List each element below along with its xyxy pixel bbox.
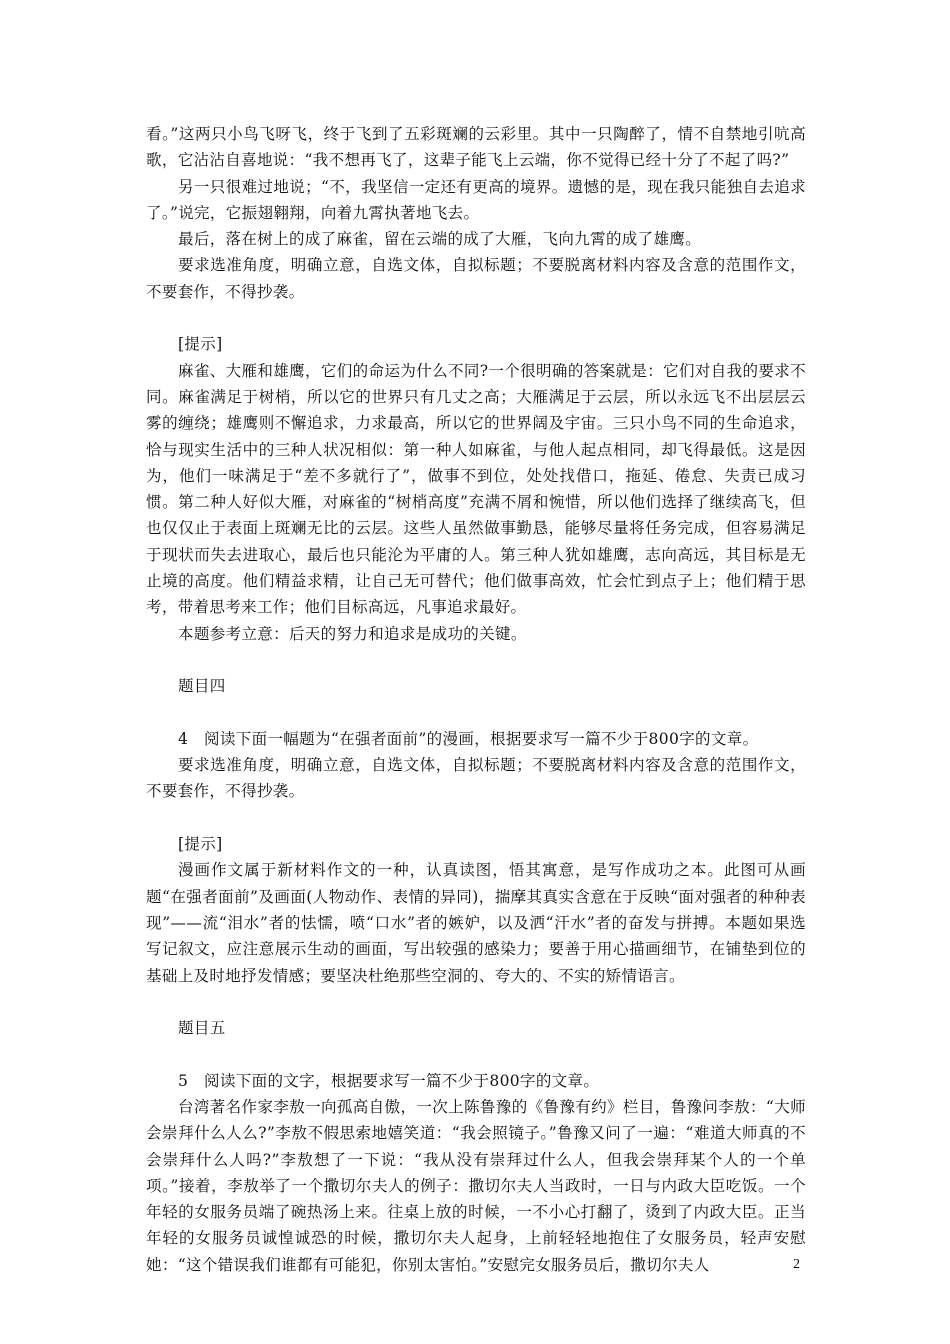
paragraph-requirements: 要求选准角度，明确立意，自选文体，自拟标题；不要脱离材料内容及含意的范围作文，不要套作，不得抄袭。 xyxy=(146,256,806,301)
section-heading-topic-four: 题目四 xyxy=(178,677,226,696)
paragraph-topic-five-prompt: 5 阅读下面的文字，根据要求写一篇不少于800字的文章。 xyxy=(178,1071,600,1090)
paragraph-reference-theme: 本题参考立意：后天的努力和追求是成功的关键。 xyxy=(178,624,527,643)
hint-heading: [提示] xyxy=(178,835,223,854)
paragraph-topic-four-requirements: 要求选准角度，明确立意，自选文体，自拟标题；不要脱离材料内容及含意的范围作文，不要套作，不得抄袭。 xyxy=(146,756,806,801)
paragraph-topic-four-prompt: 4 阅读下面一幅题为“在强者面前”的漫画，根据要求写一篇不少于800字的文章。 xyxy=(178,729,759,748)
page-number: 2 xyxy=(793,1257,800,1272)
paragraph-hint-analysis: 麻雀、大雁和雄鹰，它们的命运为什么不同?一个很明确的答案就是：它们对自我的要求不同。麻雀满足于树梢，所以它的世界只有几丈之高；大雁满足于云层，所以永远飞不出层层云雾的缠绕；雄鹰则不懈追求，力求最高，所以它的世界阔及宇宙。三只小鸟不同的生命追求，恰与现实生活中的三种人状况相似：第一种人如麻雀，与他人起点相同，却飞得最低。这是因为，他们一味满足于“差不多就行了”，做事不到位，处处找借口，拖延、倦怠、失责已成习惯。第二种人好似大雁，对麻雀的“树梢高度”充满不屑和惋惜，所以他们选择了继续高飞，但也仅仅止于表面上斑斓无比的云层。这些人虽然做事勤恳，能够尽量将任务完成，但容易满足于现状而失去进取心，最后也只能沦为平庸的人。第三种人犹如雄鹰，志向高远，其目标是无止境的高度。他们精益求精，让自己无可替代；他们做事高效，忙会忙到点子上；他们精于思考，带着思考来工作；他们目标高远，凡事追求最好。 xyxy=(146,361,806,617)
hint-heading: [提示] xyxy=(178,335,223,354)
blank-line xyxy=(146,805,806,831)
paragraph-story-end: 看。”这两只小鸟飞呀飞，终于飞到了五彩斑斓的云彩里。其中一只陶醉了，情不自禁地引吭高歌，它沾沾自喜地说：“我不想再飞了，这辈子能飞上云端，你不觉得已经十分了不起了吗?” xyxy=(146,125,806,170)
section-heading-topic-five: 题目五 xyxy=(178,1019,226,1038)
paragraph-topic-five-material: 台湾著名作家李敖一向孤高自傲，一次上陈鲁豫的《鲁豫有约》栏目，鲁豫问李敖：“大师会崇拜什么人么?”李敖不假思索地嬉笑道：“我会照镜子。”鲁豫又问了一遍：“难道大师真的不会崇拜什么人吗?”李敖想了一下说：“我从没有崇拜过什么人，但我会崇拜某个人的一个单项。”接着，李敖举了一个撒切尔夫人的例子：撒切尔夫人当政时，一日与内政大臣吃饭。一个年轻的女服务员端了碗热汤上来。往桌上放的时候，一不小心打翻了，烫到了内政大臣。正当年轻的女服务员诚惶诚恐的时候，撒切尔夫人起身，上前轻轻地抱住了女服务员，轻声安慰她：“这个错误我们谁都有可能犯，你别太害怕。”安慰完女服务员后，撒切尔夫人 xyxy=(146,1097,806,1274)
document-body xyxy=(146,121,806,1278)
paragraph-topic-four-hint: 漫画作文属于新材料作文的一种，认真读图，悟其寓意，是写作成功之本。此图可从画题“在强者面前”及画面(人物动作、表情的异同)，揣摩其真实含意在于反映“面对强者的种种表现”——流“泪水”者的怯懦，喷“口水”者的嫉妒，以及洒“汗水”者的奋发与拼搏。本题如果选写记叙文，应注意展示生动的画面，写出较强的感染力；要善于用心描画细节，在铺垫到位的基础上及时地抒发情感；要坚决杜绝那些空洞的、夸大的、不实的矫情语言。 xyxy=(146,861,806,985)
paragraph-second-bird: 另一只很难过地说；“不，我坚信一定还有更高的境界。遗憾的是，现在我只能独自去追求了。”说完，它振翅翱翔，向着九霄执著地飞去。 xyxy=(146,177,806,222)
paragraph-conclusion: 最后，落在树上的成了麻雀，留在云端的成了大雁，飞向九霄的成了雄鹰。 xyxy=(178,230,702,249)
blank-line xyxy=(146,1041,806,1067)
blank-line xyxy=(146,700,806,726)
blank-line xyxy=(146,989,806,1015)
blank-line xyxy=(146,305,806,331)
blank-line xyxy=(146,647,806,673)
